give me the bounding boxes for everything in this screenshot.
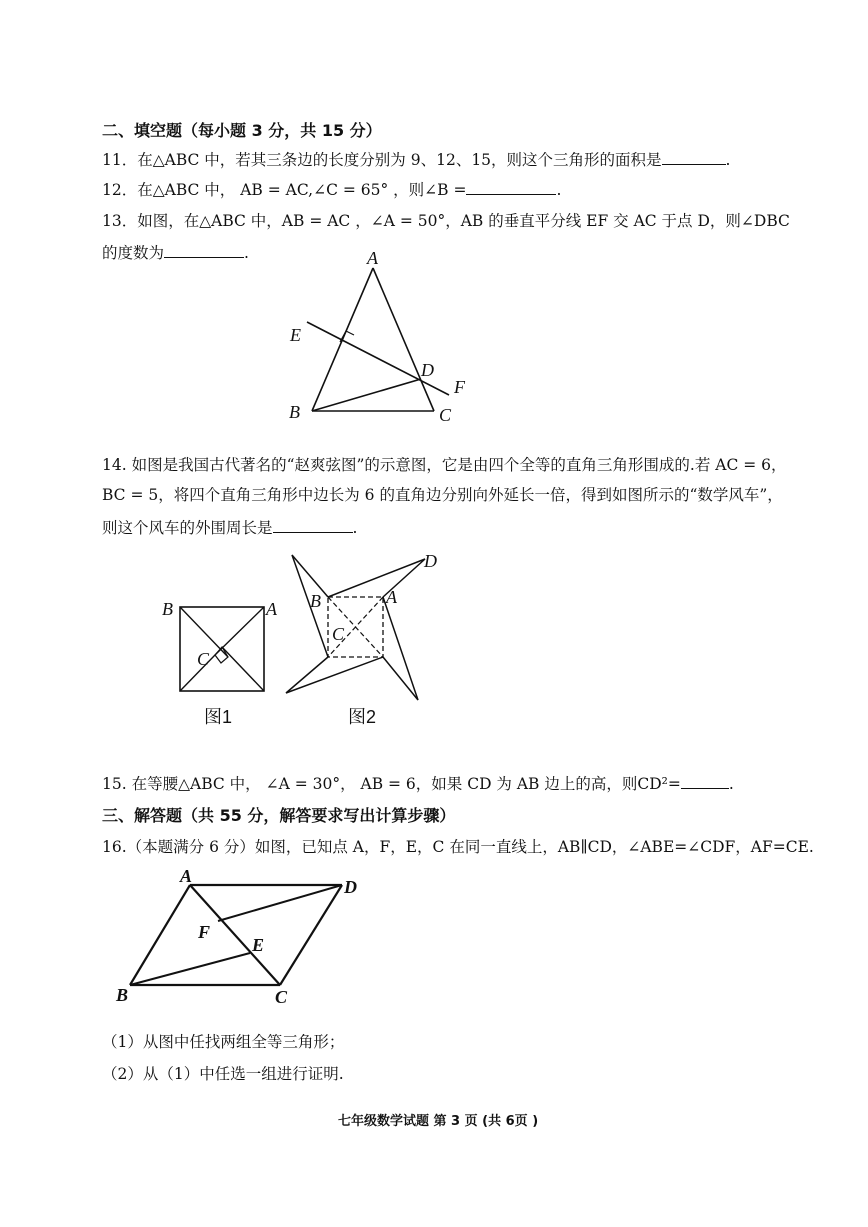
question-13-line2-text: 的度数为	[102, 244, 165, 262]
answer-blank-13[interactable]	[164, 241, 244, 258]
segment-ab	[130, 885, 190, 985]
question-16-part-2: （2）从（1）中任选一组进行证明.	[102, 1065, 344, 1083]
question-15-end: .	[728, 775, 734, 793]
fig1-label-b: B	[162, 599, 173, 619]
blade-bottom-right	[383, 597, 418, 700]
fig2-caption: 图2	[348, 707, 377, 727]
q14-figure-1	[160, 595, 290, 730]
question-14-line2: BC = 5，将四个直角三角形中边长为 6 的直角边分别向外延长一倍，得到如图所示的“数学风车”，	[102, 486, 783, 504]
question-12-end: .	[556, 181, 562, 199]
q16-parallelogram-figure	[110, 865, 370, 1010]
fig16-label-b: B	[116, 985, 129, 1005]
fig2-label-d: D	[424, 551, 437, 571]
fig2-label-b: B	[310, 591, 321, 611]
question-12	[102, 178, 561, 201]
segment-ac	[373, 268, 434, 411]
section-heading-solutions: 三、解答题（共 55 分，解答要求写出计算步骤）	[102, 806, 456, 825]
fig2-label-a: A	[386, 587, 397, 607]
fig16-label-d: D	[344, 877, 357, 897]
question-14-end: .	[352, 519, 358, 537]
question-15-text: 15. 在等腰△ABC 中， ∠A = 30°， AB = 6，如果 CD 为 AB 边上的高，则CD²=	[102, 775, 681, 793]
q14-figure-2	[280, 545, 460, 730]
fig2-label-c: C	[332, 624, 345, 644]
label-a: A	[367, 248, 378, 268]
label-f: F	[454, 377, 465, 397]
question-11-end: .	[725, 151, 731, 169]
fig16-label-f: F	[198, 922, 211, 942]
question-12-text: 12．在△ABC 中， AB = AC,∠C = 65° ，则∠B =	[102, 181, 467, 199]
answer-blank-14[interactable]	[273, 516, 353, 533]
question-13-line1: 13．如图，在△ABC 中，AB = AC ，∠A = 50°，AB 的垂直平分线 EF 交 AC 于点 D，则∠DBC	[102, 212, 790, 230]
fig1-label-c: C	[197, 649, 210, 669]
hypotenuse-line-4	[222, 647, 264, 691]
question-13-line2	[102, 241, 249, 264]
question-16-text: 16.（本题满分 6 分）如图，已知点 A，F，E，C 在同一直线上，AB∥CD，∠ABE=∠CDF，AF=CE.	[102, 838, 814, 856]
fig16-label-c: C	[275, 987, 288, 1007]
label-e: E	[290, 325, 301, 345]
question-16-part-1: （1）从图中任找两组全等三角形；	[102, 1033, 345, 1051]
question-13-end: .	[244, 244, 249, 262]
section-heading-fill-in: 二、填空题（每小题 3 分，共 15 分）	[102, 121, 382, 140]
answer-blank-12[interactable]	[466, 178, 556, 195]
question-11	[102, 148, 730, 171]
perpendicular-bisector-ef	[307, 322, 449, 395]
question-14-line3	[102, 516, 357, 539]
blade-bottom-left	[286, 657, 383, 693]
question-14-line3-text: 则这个风车的外围周长是	[102, 519, 273, 537]
fig16-label-a: A	[180, 866, 193, 886]
page-footer: 七年级数学试题 第 3 页 (共 6页 )	[338, 1114, 539, 1129]
question-14-line1: 14. 如图是我国古代著名的“赵爽弦图”的示意图，它是由四个全等的直角三角形围成的.若 AC = 6，	[102, 456, 787, 474]
label-d: D	[421, 360, 434, 380]
segment-bd	[312, 379, 421, 411]
blade-top-right	[328, 559, 425, 597]
question-11-text: 11．在△ABC 中，若其三条边的长度分别为 9、12、15，则这个三角形的面积是	[102, 151, 662, 169]
fig1-caption: 图1	[204, 707, 233, 727]
q13-triangle-figure	[280, 245, 490, 430]
fig16-label-e: E	[252, 935, 265, 955]
answer-blank-15[interactable]	[681, 772, 729, 789]
segment-be	[130, 953, 250, 985]
question-15	[102, 772, 734, 795]
fig1-label-a: A	[266, 599, 277, 619]
label-b: B	[289, 402, 300, 422]
answer-blank-11[interactable]	[662, 148, 726, 165]
label-c: C	[439, 405, 452, 425]
